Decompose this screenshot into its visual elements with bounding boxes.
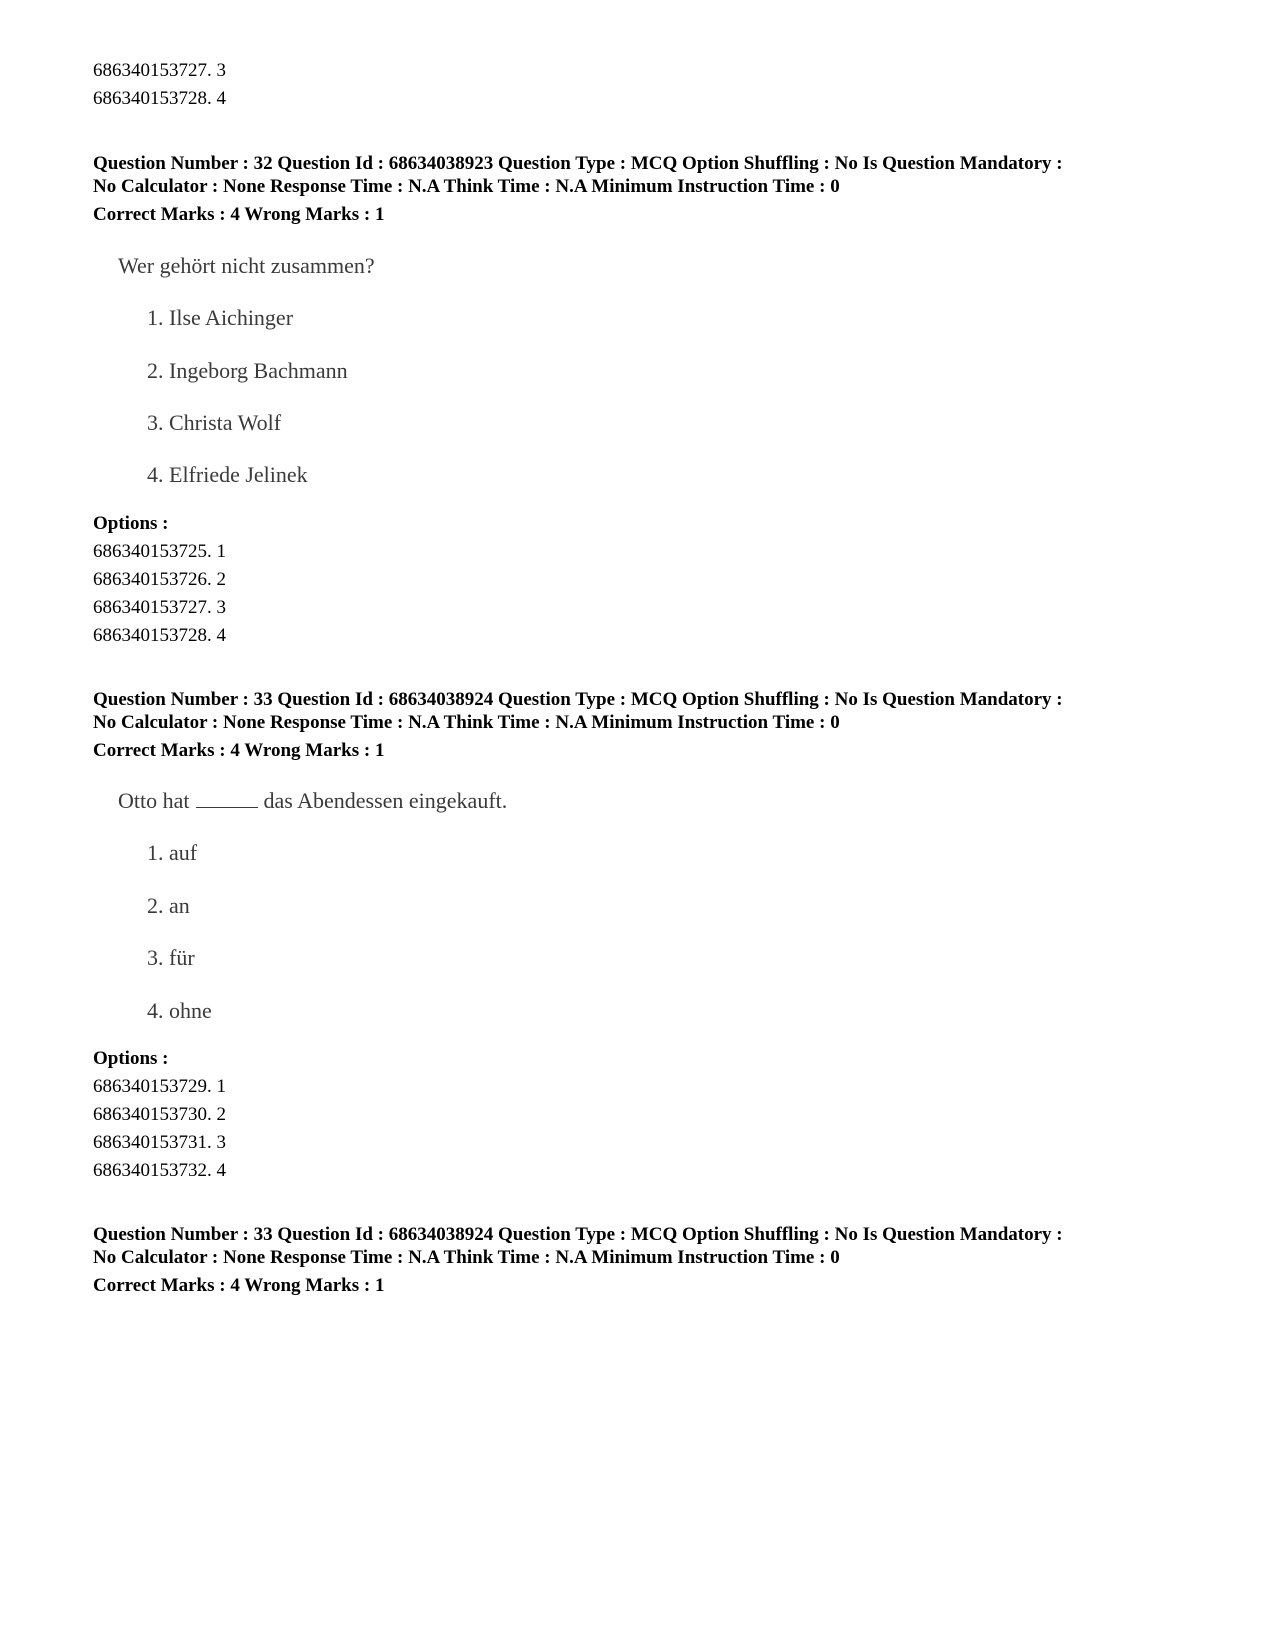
option-line: 686340153729. 1: [93, 1076, 226, 1097]
question-choice: 2. an: [147, 893, 190, 918]
question-header-line: Question Number : 33 Question Id : 68634038924 Question Type : MCQ Option Shuffling : No Is Question Mandatory :: [93, 689, 1063, 710]
question-choice: 2. Ingeborg Bachmann: [147, 358, 348, 383]
question-header-line: No Calculator : None Response Time : N.A Think Time : N.A Minimum Instruction Time : 0: [93, 1247, 840, 1268]
question-choice: 4. Elfriede Jelinek: [147, 462, 308, 487]
question-marks: Correct Marks : 4 Wrong Marks : 1: [93, 204, 385, 225]
option-line: 686340153730. 2: [93, 1104, 226, 1125]
question-header-line: No Calculator : None Response Time : N.A Think Time : N.A Minimum Instruction Time : 0: [93, 176, 840, 197]
option-line: 686340153726. 2: [93, 569, 226, 590]
option-line: 686340153732. 4: [93, 1160, 226, 1181]
option-line: 686340153727. 3: [93, 597, 226, 618]
question-header-line: No Calculator : None Response Time : N.A Think Time : N.A Minimum Instruction Time : 0: [93, 712, 840, 733]
option-line: 686340153731. 3: [93, 1132, 226, 1153]
question-choice: 1. Ilse Aichinger: [147, 305, 294, 330]
stem-text-before: Otto hat: [118, 788, 190, 813]
question-choice: 3. Christa Wolf: [147, 410, 282, 435]
stem-text-after: das Abendessen eingekauft.: [263, 788, 508, 813]
question-marks: Correct Marks : 4 Wrong Marks : 1: [93, 1275, 385, 1296]
options-label: Options :: [93, 513, 169, 534]
option-line: 686340153728. 4: [93, 88, 226, 109]
question-stem: Wer gehört nicht zusammen?: [118, 253, 375, 278]
question-choice: 1. auf: [147, 840, 198, 865]
question-header-line: Question Number : 33 Question Id : 68634038924 Question Type : MCQ Option Shuffling : No Is Question Mandatory :: [93, 1224, 1063, 1245]
fill-in-blank: [196, 789, 258, 808]
question-marks: Correct Marks : 4 Wrong Marks : 1: [93, 740, 385, 761]
question-header-line: Question Number : 32 Question Id : 68634038923 Question Type : MCQ Option Shuffling : No Is Question Mandatory :: [93, 153, 1063, 174]
question-stem: [118, 787, 507, 815]
option-line: 686340153728. 4: [93, 625, 226, 646]
question-choice: 4. ohne: [147, 998, 212, 1023]
options-label: Options :: [93, 1048, 169, 1069]
option-line: 686340153727. 3: [93, 60, 226, 81]
option-line: 686340153725. 1: [93, 541, 226, 562]
question-choice: 3. für: [147, 945, 195, 970]
